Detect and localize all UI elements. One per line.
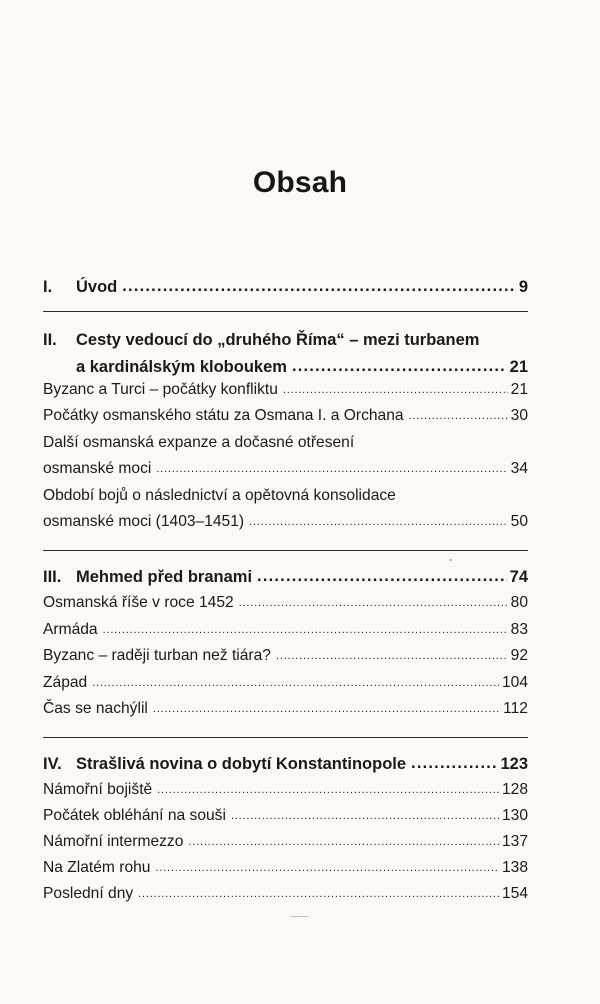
dot-leader xyxy=(103,620,508,638)
print-speck xyxy=(449,559,452,561)
toc-chapter-1 xyxy=(43,278,528,302)
toc-chapter-2 xyxy=(43,331,528,382)
toc-entry-line xyxy=(43,487,528,513)
page-number: 137 xyxy=(501,833,528,850)
toc-chapter-line xyxy=(43,755,528,779)
section-divider xyxy=(43,550,528,551)
toc-entry-line xyxy=(43,594,528,620)
page-number: 34 xyxy=(510,460,528,477)
toc-entry-line xyxy=(43,381,528,407)
chapter-title: Strašlivá novina o dobytí Konstantinopole xyxy=(76,755,407,773)
toc-entry-line xyxy=(43,513,528,539)
page-number: 154 xyxy=(501,885,528,902)
dot-leader xyxy=(283,380,508,398)
dot-leader xyxy=(153,699,500,717)
dot-leader xyxy=(156,459,507,477)
toc-entry xyxy=(43,859,528,885)
entry-title: Byzanc – raději turban než tiára? xyxy=(43,647,271,664)
dot-leader xyxy=(411,754,497,773)
chapter-number: II. xyxy=(43,331,57,349)
toc-chapter-line xyxy=(43,331,528,355)
dot-leader xyxy=(292,357,507,376)
chapter-number: IV. xyxy=(43,755,62,773)
entry-title: Byzanc a Turci – počátky konfliktu xyxy=(43,381,278,398)
dot-leader xyxy=(92,673,499,691)
entry-title-continued: osmanské moci (1403–1451) xyxy=(43,513,245,530)
toc-entry xyxy=(43,381,528,407)
entry-title-continued: osmanské moci xyxy=(43,460,152,477)
page-number: 9 xyxy=(518,278,528,296)
toc-entry xyxy=(43,594,528,620)
dot-leader xyxy=(231,806,499,824)
page-number: 21 xyxy=(509,358,528,376)
page-number: 92 xyxy=(510,647,528,664)
entry-title: Západ xyxy=(43,674,88,691)
toc-chapter-line xyxy=(43,278,528,302)
toc-chapter-4 xyxy=(43,755,528,779)
toc-entry xyxy=(43,647,528,673)
print-speck xyxy=(290,916,308,917)
toc-entry xyxy=(43,407,528,433)
toc-entry-line xyxy=(43,833,528,859)
toc-entry-line xyxy=(43,885,528,911)
dot-leader xyxy=(138,884,499,902)
toc-entry-line xyxy=(43,407,528,433)
page-number: 123 xyxy=(500,755,528,773)
page-number: 138 xyxy=(501,859,528,876)
entry-title: Počátek obléhání na souši xyxy=(43,807,226,824)
entry-title: Na Zlatém rohu xyxy=(43,859,151,876)
toc-chapter-line xyxy=(43,568,528,592)
toc-entry xyxy=(43,885,528,911)
page-number: 21 xyxy=(510,381,528,398)
dot-leader xyxy=(257,567,507,586)
chapter-title: Mehmed před branami xyxy=(76,568,253,586)
page-number: 30 xyxy=(510,407,528,424)
toc-entry-line xyxy=(43,807,528,833)
entry-title: Období bojů o následnictví a opětovná konsolidace xyxy=(43,487,396,504)
chapter-number: III. xyxy=(43,568,62,586)
page-number: 104 xyxy=(501,674,528,691)
entry-title: Další osmanská expanze a dočasné otřesení xyxy=(43,434,355,451)
section-divider xyxy=(43,311,528,312)
page-number: 128 xyxy=(501,781,528,798)
page-title: Obsah xyxy=(252,166,348,199)
entry-title: Námořní intermezzo xyxy=(43,833,184,850)
toc-entry-line xyxy=(43,460,528,486)
chapter-title: Úvod xyxy=(76,278,118,296)
toc-entry-line xyxy=(43,859,528,885)
toc-entry xyxy=(43,674,528,700)
dot-leader xyxy=(122,277,516,296)
chapter-number: I. xyxy=(43,278,53,296)
dot-leader xyxy=(276,646,508,664)
dot-leader xyxy=(157,780,499,798)
dot-leader xyxy=(188,832,499,850)
dot-leader xyxy=(239,593,508,611)
toc-entry-line xyxy=(43,621,528,647)
toc-chapter-3 xyxy=(43,568,528,592)
section-divider xyxy=(43,737,528,738)
page-number: 130 xyxy=(501,807,528,824)
toc-entry xyxy=(43,807,528,833)
page-number: 74 xyxy=(509,568,528,586)
toc-entry-line xyxy=(43,647,528,673)
chapter-title: Cesty vedoucí do „druhého Říma“ – mezi turbanem xyxy=(76,331,480,349)
chapter-title-continued: a kardinálským kloboukem xyxy=(76,358,287,376)
dot-leader xyxy=(155,858,499,876)
entry-title: Armáda xyxy=(43,621,98,638)
entry-title: Čas se nachýlil xyxy=(43,700,148,717)
toc-entry xyxy=(43,781,528,807)
toc-chapter-line xyxy=(43,358,528,382)
page-number: 50 xyxy=(510,513,528,530)
page-number: 83 xyxy=(510,621,528,638)
toc-entry xyxy=(43,487,528,539)
toc-entry-line xyxy=(43,700,528,726)
toc-entry-line xyxy=(43,434,528,460)
dot-leader xyxy=(409,406,508,424)
entry-title: Poslední dny xyxy=(43,885,134,902)
toc-entry xyxy=(43,621,528,647)
dot-leader xyxy=(249,512,508,530)
toc-entry xyxy=(43,700,528,726)
entry-title: Námořní bojiště xyxy=(43,781,153,798)
page-number: 80 xyxy=(510,594,528,611)
toc-entry-line xyxy=(43,674,528,700)
toc-entry-line xyxy=(43,781,528,807)
entry-title: Osmanská říše v roce 1452 xyxy=(43,594,234,611)
entry-title: Počátky osmanského státu za Osmana I. a Orchana xyxy=(43,407,404,424)
toc-entry xyxy=(43,833,528,859)
page-number: 112 xyxy=(503,700,528,717)
toc-entry xyxy=(43,434,528,486)
